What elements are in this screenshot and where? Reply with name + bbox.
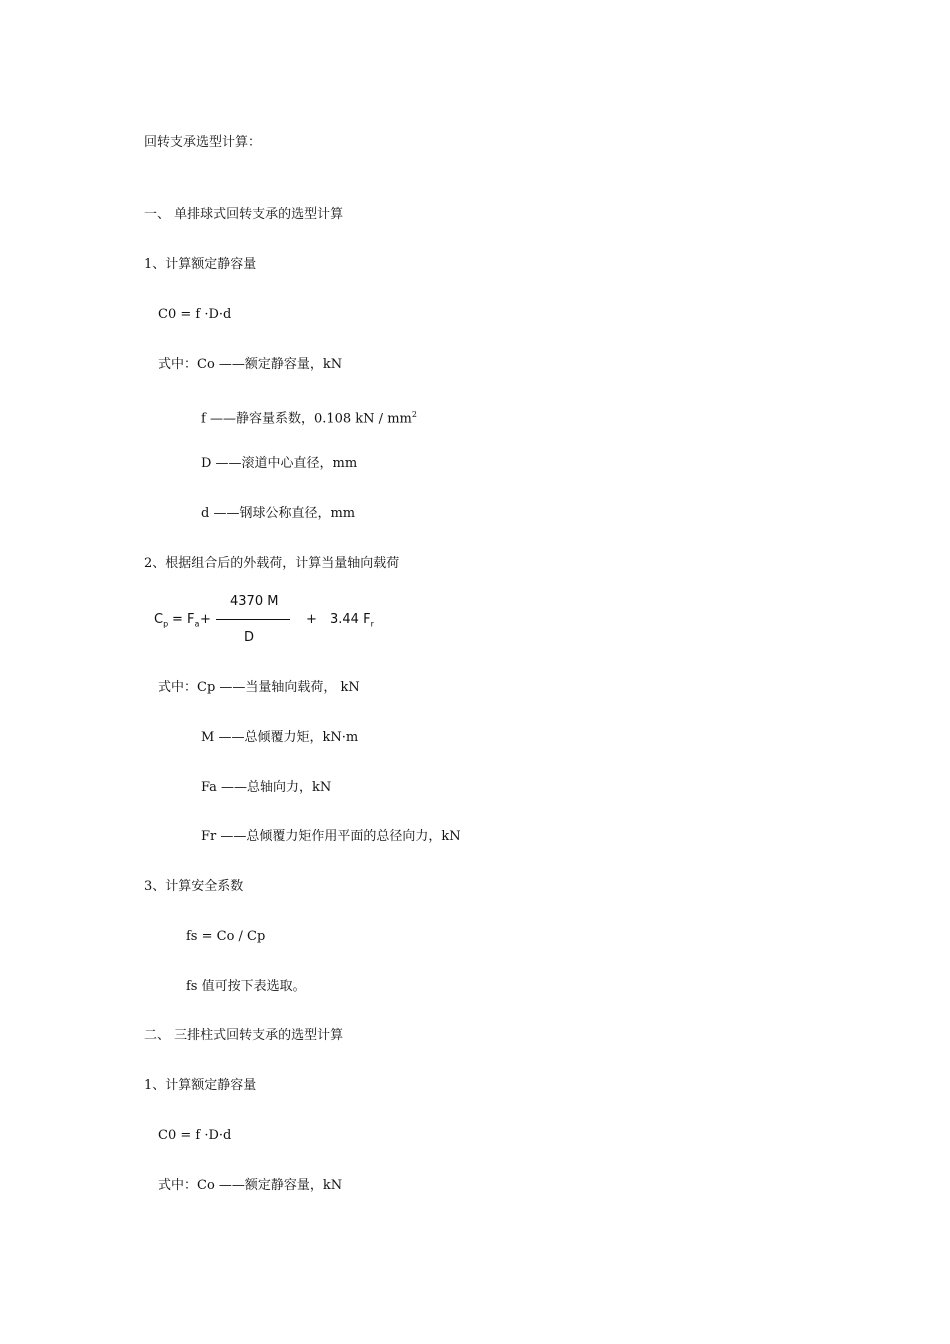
formula-plus-1: + [200,612,211,627]
static-capacity-formula: C0 = f ·D·d [158,307,232,322]
step-2-heading: 2、根据组合后的外载荷，计算当量轴向载荷 [144,556,400,571]
formula-fr-term: 3.44 $F_r$ [330,612,374,629]
definition-Fa: Fa ——总轴向力，kN [201,780,332,795]
document-title: 回转支承选型计算： [144,135,262,150]
step-3-heading: 3、计算安全系数 [144,879,244,894]
section-2-definition-co: 式中：Co ——额定静容量，kN [158,1178,343,1193]
formula-numerator: 4370 M [230,594,279,609]
safety-factor-note: fs 值可按下表选取。 [186,979,306,994]
section-2-formula: C0 = f ·D·d [158,1128,232,1143]
definition-d: d ——钢球公称直径，mm [201,506,356,521]
definition-f-superscript: 2 [411,410,417,419]
formula-denominator: D [244,630,255,645]
fraction-bar [216,619,290,620]
safety-factor-formula: fs = Co / Cp [186,929,266,944]
formula-plus-2: + [306,612,317,627]
definition-Fr: Fr ——总倾覆力矩作用平面的总径向力，kN [201,829,461,844]
definition-M: M ——总倾覆力矩，kN·m [201,730,359,745]
definition-f: f ——静容量系数，0.108 kN / $mm^2$ [201,410,417,427]
section-1-heading: 一、 单排球式回转支承的选型计算 [144,207,344,222]
step-1-heading: 1、计算额定静容量 [144,257,257,272]
definition-D: D ——滚道中心直径，mm [201,456,358,471]
section-2-heading: 二、 三排柱式回转支承的选型计算 [144,1028,344,1043]
definition-cp: 式中：Cp ——当量轴向载荷， kN [158,680,360,695]
section-2-step-1-heading: 1、计算额定静容量 [144,1078,257,1093]
equivalent-axial-load-formula [150,590,390,650]
formula-lhs: $C_p$ [154,612,169,629]
formula-fa-term: = $F_a$ [172,612,200,629]
definition-co: 式中：Co ——额定静容量，kN [158,357,343,372]
